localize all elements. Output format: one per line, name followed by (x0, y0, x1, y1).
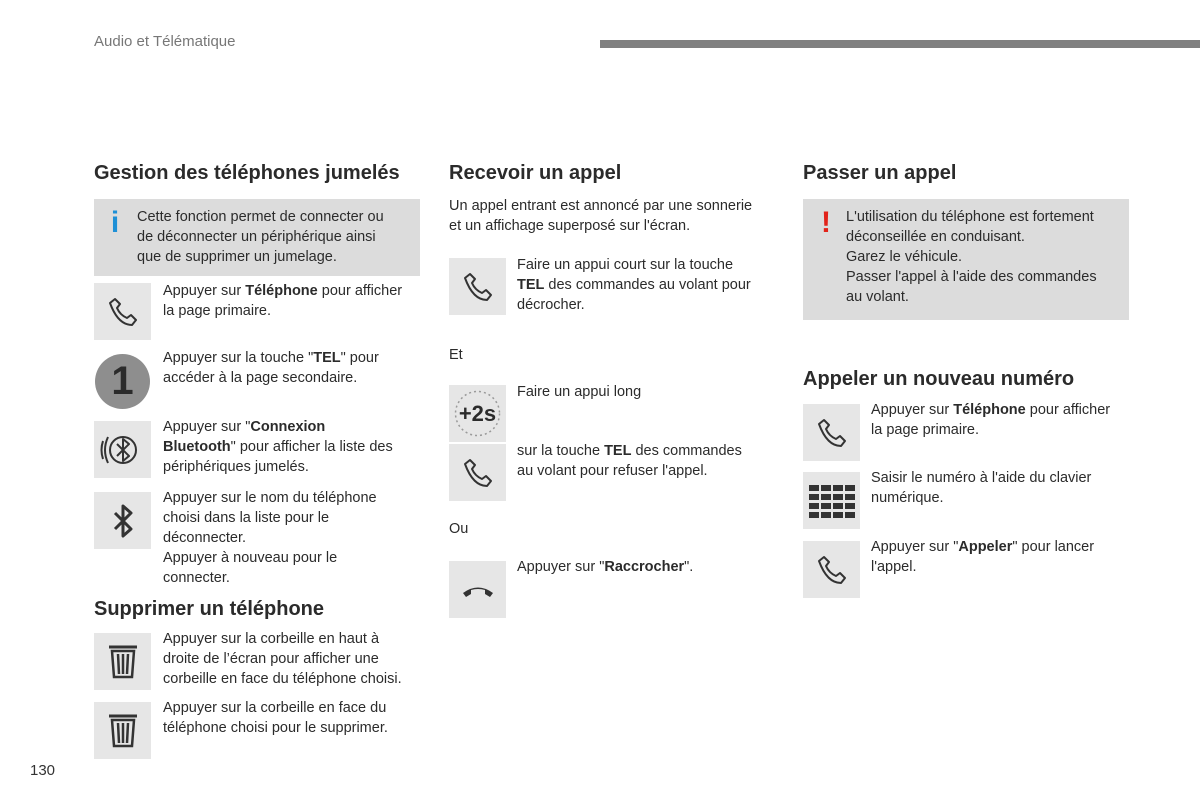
step-text: Appuyer sur Téléphone pour afficher la page primaire. (163, 283, 403, 319)
keypad-icon (803, 472, 860, 529)
bold-term: TEL (604, 443, 632, 459)
info-icon: i (110, 206, 120, 239)
connector-text: Et (449, 347, 463, 363)
phone-icon (449, 444, 506, 501)
bold-term: Téléphone (245, 283, 318, 299)
section-title-make-call: Passer un appel (803, 162, 957, 184)
warning-icon: ! (821, 206, 831, 239)
bold-term: TEL (313, 350, 341, 366)
bold-term: Appeler (958, 539, 1013, 555)
step-text: Appuyer sur "Connexion Bluetooth" pour afficher la liste des périphériques jumelés. (163, 419, 393, 475)
running-header: Audio et Télématique (94, 33, 236, 50)
info-note-text: Cette fonction permet de connecter ou de déconnecter un périphérique ainsi que de supprimer un jumelage. (137, 209, 384, 265)
connector-text: Ou (449, 521, 469, 537)
bold-term: Téléphone (953, 402, 1026, 418)
warning-note (803, 199, 1129, 320)
bluetooth-connection-icon (94, 421, 151, 478)
trash-icon (94, 633, 151, 690)
step-text: Saisir le numéro à l'aide du clavier numérique. (871, 470, 1092, 506)
bluetooth-icon (94, 492, 151, 549)
step-text: Faire un appui long (517, 384, 642, 400)
section-title-receive-call: Recevoir un appel (449, 162, 622, 184)
bold-term: Bluetooth (163, 439, 231, 455)
step-text: Appuyer sur la touche "TEL" pour accéder à la page secondaire. (163, 350, 379, 386)
bold-term: Connexion (250, 419, 326, 435)
phone-icon (94, 283, 151, 340)
step-text: Appuyer sur "Raccrocher". (517, 559, 694, 575)
hang-up-icon (449, 561, 506, 618)
phone-icon (803, 541, 860, 598)
step-text: sur la touche TEL des commandes au volant pour refuser l'appel. (517, 443, 742, 479)
trash-icon (94, 702, 151, 759)
warning-note-text: L'utilisation du téléphone est fortement déconseillée en conduisant. Garez le véhicule. Passer l'appel à l'aide des commandes au volant. (846, 209, 1097, 305)
section-title-delete-phone: Supprimer un téléphone (94, 598, 325, 620)
step-text: Faire un appui court sur la touche TEL des commandes au volant pour décrocher. (517, 257, 751, 313)
bold-term: Raccrocher (604, 559, 685, 575)
step-text: Appuyer sur le nom du téléphone choisi dans la liste pour le déconnecter. Appuyer à nouveau pour le connecter. (163, 490, 377, 586)
intro-text: Un appel entrant est annoncé par une sonnerie et un affichage superposé sur l'écran. (449, 198, 753, 234)
bold-term: TEL (517, 277, 545, 293)
step-number-badge: 1 (95, 354, 150, 409)
page-number: 130 (30, 762, 56, 779)
step-text: Appuyer sur Téléphone pour afficher la page primaire. (871, 402, 1111, 438)
long-press-label: +2s (458, 400, 497, 426)
section-title-new-number: Appeler un nouveau numéro (803, 368, 1075, 390)
info-note (94, 199, 420, 276)
header-rule (600, 40, 1200, 48)
phone-icon (803, 404, 860, 461)
step-text: Appuyer sur la corbeille en face du téléphone choisi pour le supprimer. (163, 700, 388, 736)
section-title-paired-phones: Gestion des téléphones jumelés (94, 162, 400, 184)
phone-icon (449, 258, 506, 315)
long-press-2s-icon (449, 385, 506, 442)
step-text: Appuyer sur "Appeler" pour lancer l'appel. (871, 539, 1095, 575)
step-text: Appuyer sur la corbeille en haut à droite de l’écran pour afficher une corbeille en face du téléphone choisi. (163, 631, 402, 687)
